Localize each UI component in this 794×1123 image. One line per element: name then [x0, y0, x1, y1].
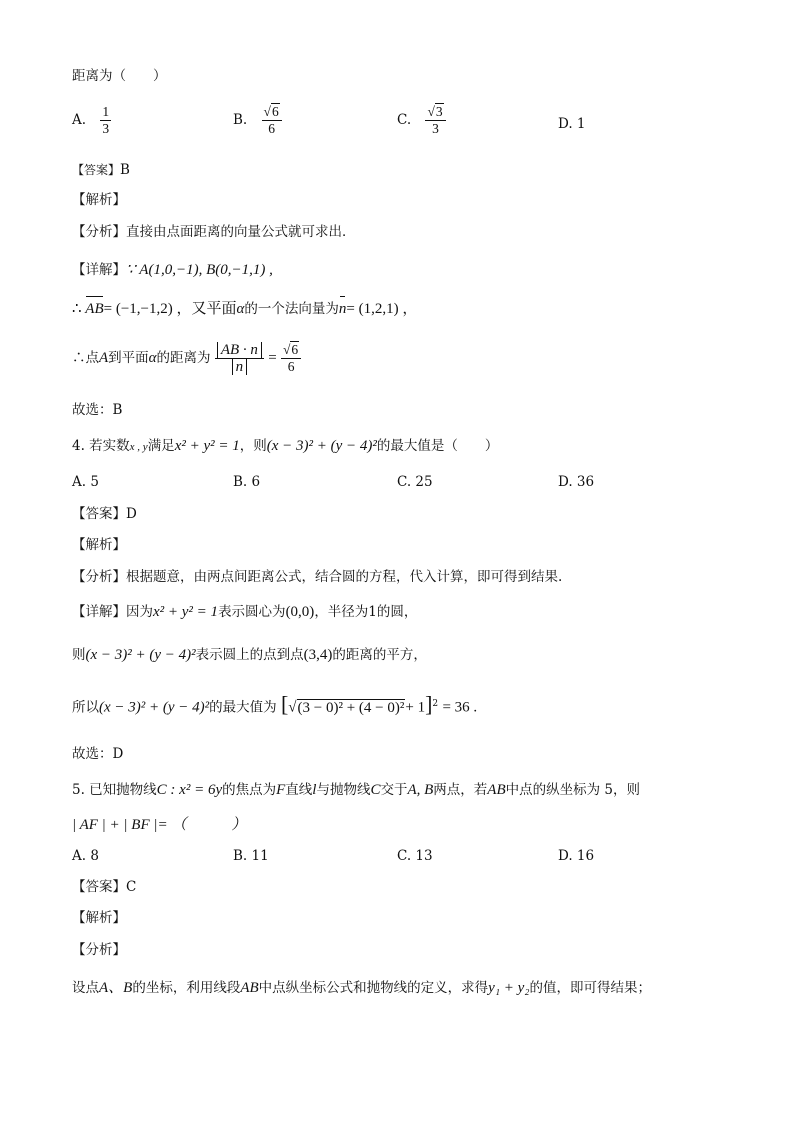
q3-choose: 故选：B	[72, 402, 123, 418]
q4-detail-line2: 则(x − 3)² + (y − 4)²表示圆上的点到点(3,4)的距离的平方，	[72, 647, 427, 663]
q4-answer: 【答案】D	[72, 506, 137, 522]
q5-stem-line1: 5. 已知抛物线C : x² = 6y的焦点为F直线l与抛物线C交于A, B两点，若AB中点的纵坐标为 5，则	[72, 782, 641, 798]
q5-analysis-heading: 【解析】	[72, 910, 126, 926]
q5-option-d: D. 16	[558, 848, 595, 864]
q5-answer: 【答案】C	[72, 879, 137, 895]
fraction: $\frac{√3}{3}$	[425, 104, 445, 137]
q4-option-a: A. 5	[72, 474, 99, 490]
q3-option-c: C. $\frac{√3}{3}$	[397, 104, 446, 137]
q5-option-a: A. 8	[72, 848, 99, 864]
q3-stem-tail: 距离为（ ）	[72, 68, 167, 84]
q4-option-c: C. 25	[397, 474, 433, 490]
q3-answer: 【答案】B	[72, 162, 130, 178]
q4-detail-line3: 所以(x − 3)² + (y − 4)²的最大值为 $[√(3 - 0)^2 + (4 - 0)^2+ 1]^2 = 36$ .	[72, 691, 478, 717]
q3-analysis-heading: 【解析】	[72, 192, 126, 208]
q3-detail-line3: ∴点A到平面α的距离为 $\frac{AB \cdot n}{n}$ = $\frac{√6}{6}$	[72, 342, 301, 375]
q4-option-d: D. 36	[558, 474, 595, 490]
q5-option-c: C. 13	[397, 848, 433, 864]
q4-choose: 故选：D	[72, 746, 124, 762]
q3-option-d: D. 1	[558, 116, 586, 132]
q3-option-b: B. $\frac{√6}{6}$	[233, 104, 282, 137]
vector-n: n	[338, 301, 347, 317]
q4-analysis-heading: 【解析】	[72, 537, 126, 553]
q5-fenxi-text: 设点A、B的坐标，利用线段AB中点纵坐标公式和抛物线的定义，求得y₁ + y₂的值，即可得结果；	[72, 980, 652, 996]
q3-fenxi: 【分析】直接由点面距离的向量公式就可求出．	[72, 224, 356, 240]
vector-ab: AB	[85, 301, 104, 317]
q3-option-a: A. $\frac{1}{3}$	[72, 104, 110, 136]
fraction: $\frac{1}{3}$	[102, 104, 110, 136]
result-fraction: $\frac{√6}{6}$	[281, 342, 301, 375]
q5-fenxi-heading: 【分析】	[72, 942, 126, 958]
q4-fenxi: 【分析】根据题意，由两点间距离公式，结合圆的方程，代入计算，即可得到结果.	[72, 569, 563, 585]
distance-fraction: $\frac{AB \cdot n}{n}$	[215, 342, 264, 375]
q5-stem-line2: | AF | + | BF |= （ ）	[72, 817, 247, 833]
q4-stem: 4. 若实数x , y满足x² + y² = 1，则(x − 3)² + (y − 4)²的最大值是（ ）	[72, 438, 499, 454]
q4-detail-line1: 【详解】因为x² + y² = 1表示圆心为(0,0)，半径为1的圆，	[72, 604, 418, 620]
q4-option-b: B. 6	[233, 474, 261, 490]
q3-detail-line1: 【详解】∵ A(1,0,−1), B(0,−1,1) ,	[72, 262, 273, 278]
fraction: $\frac{√6}{6}$	[262, 104, 282, 137]
q3-detail-line2: ∴ AB= (−1,−1,2) ，又平面α的一个法向量为n= (1,2,1) ，	[72, 301, 418, 317]
q5-option-b: B. 11	[233, 848, 269, 864]
